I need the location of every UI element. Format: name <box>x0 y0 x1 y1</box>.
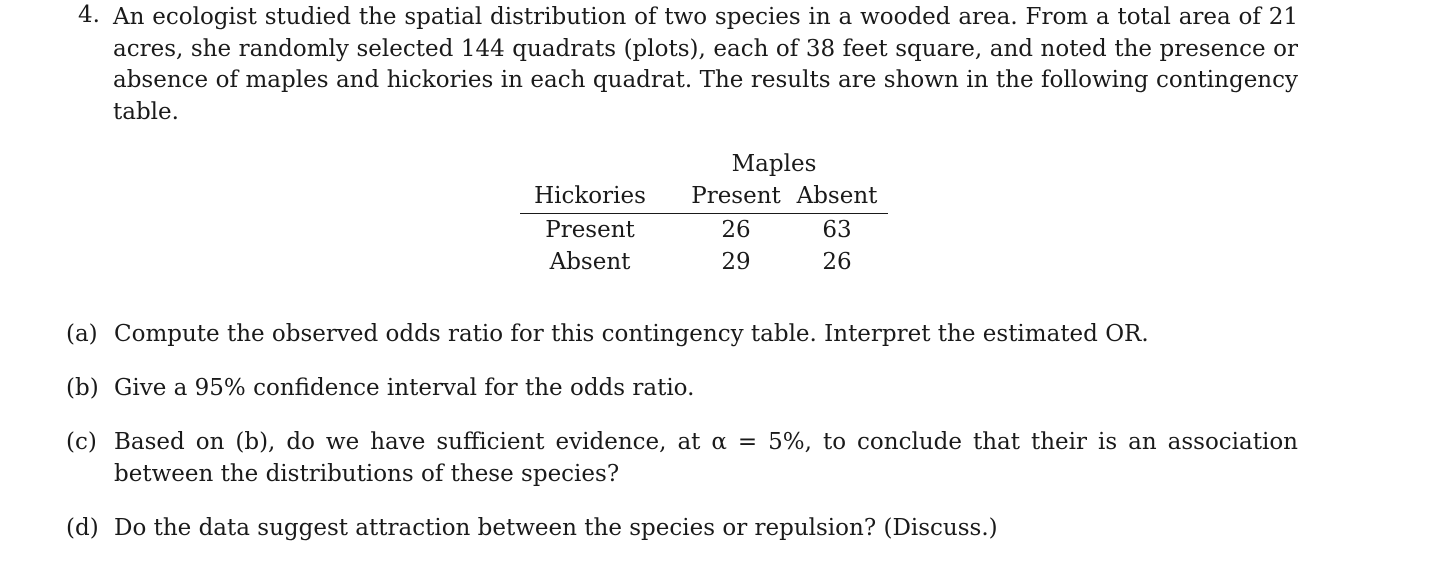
part-text: Based on (b), do we have sufficient evidence, at α = 5%, to conclude that their is an association between the distributions of these species? <box>114 429 1298 487</box>
table-cell: 26 <box>721 217 751 243</box>
row-label: Absent <box>549 249 631 275</box>
column-header: Present <box>691 183 781 209</box>
row-label: Present <box>545 217 635 243</box>
column-header: Absent <box>796 183 878 209</box>
question-parts <box>66 318 1298 566</box>
part-label: (b) <box>66 375 99 401</box>
question-part <box>66 426 1298 490</box>
part-label: (c) <box>66 429 97 455</box>
question-part <box>66 512 1298 544</box>
column-group-header: Maples <box>731 151 817 177</box>
question-part <box>66 372 1298 404</box>
table-cell: 63 <box>822 217 852 243</box>
question-part <box>66 318 1298 350</box>
problem-number: 4. <box>78 2 100 28</box>
table-row <box>520 214 888 246</box>
part-text: Do the data suggest attraction between the species or repulsion? (Discuss.) <box>114 515 998 541</box>
problem-statement <box>78 2 1298 128</box>
table-row <box>520 246 888 278</box>
part-label: (a) <box>66 321 98 347</box>
part-label: (d) <box>66 515 99 541</box>
part-text: Give a 95% confidence interval for the odds ratio. <box>114 375 695 401</box>
table-group-header-row <box>520 148 888 180</box>
row-header: Hickories <box>534 183 646 209</box>
table-header-row <box>520 180 888 212</box>
table-cell: 29 <box>721 249 751 275</box>
part-text: Compute the observed odds ratio for this contingency table. Interpret the estimated OR. <box>114 321 1149 347</box>
contingency-table <box>520 148 888 278</box>
table-cell: 26 <box>822 249 852 275</box>
problem-intro: An ecologist studied the spatial distribution of two species in a wooded area. From a total area of 21 acres, she randomly selected 144 quadrats (plots), each of 38 feet square, and noted the presence or absence of maples and hickories in each quadrat. The results are shown in the following contingency table. <box>113 4 1298 125</box>
